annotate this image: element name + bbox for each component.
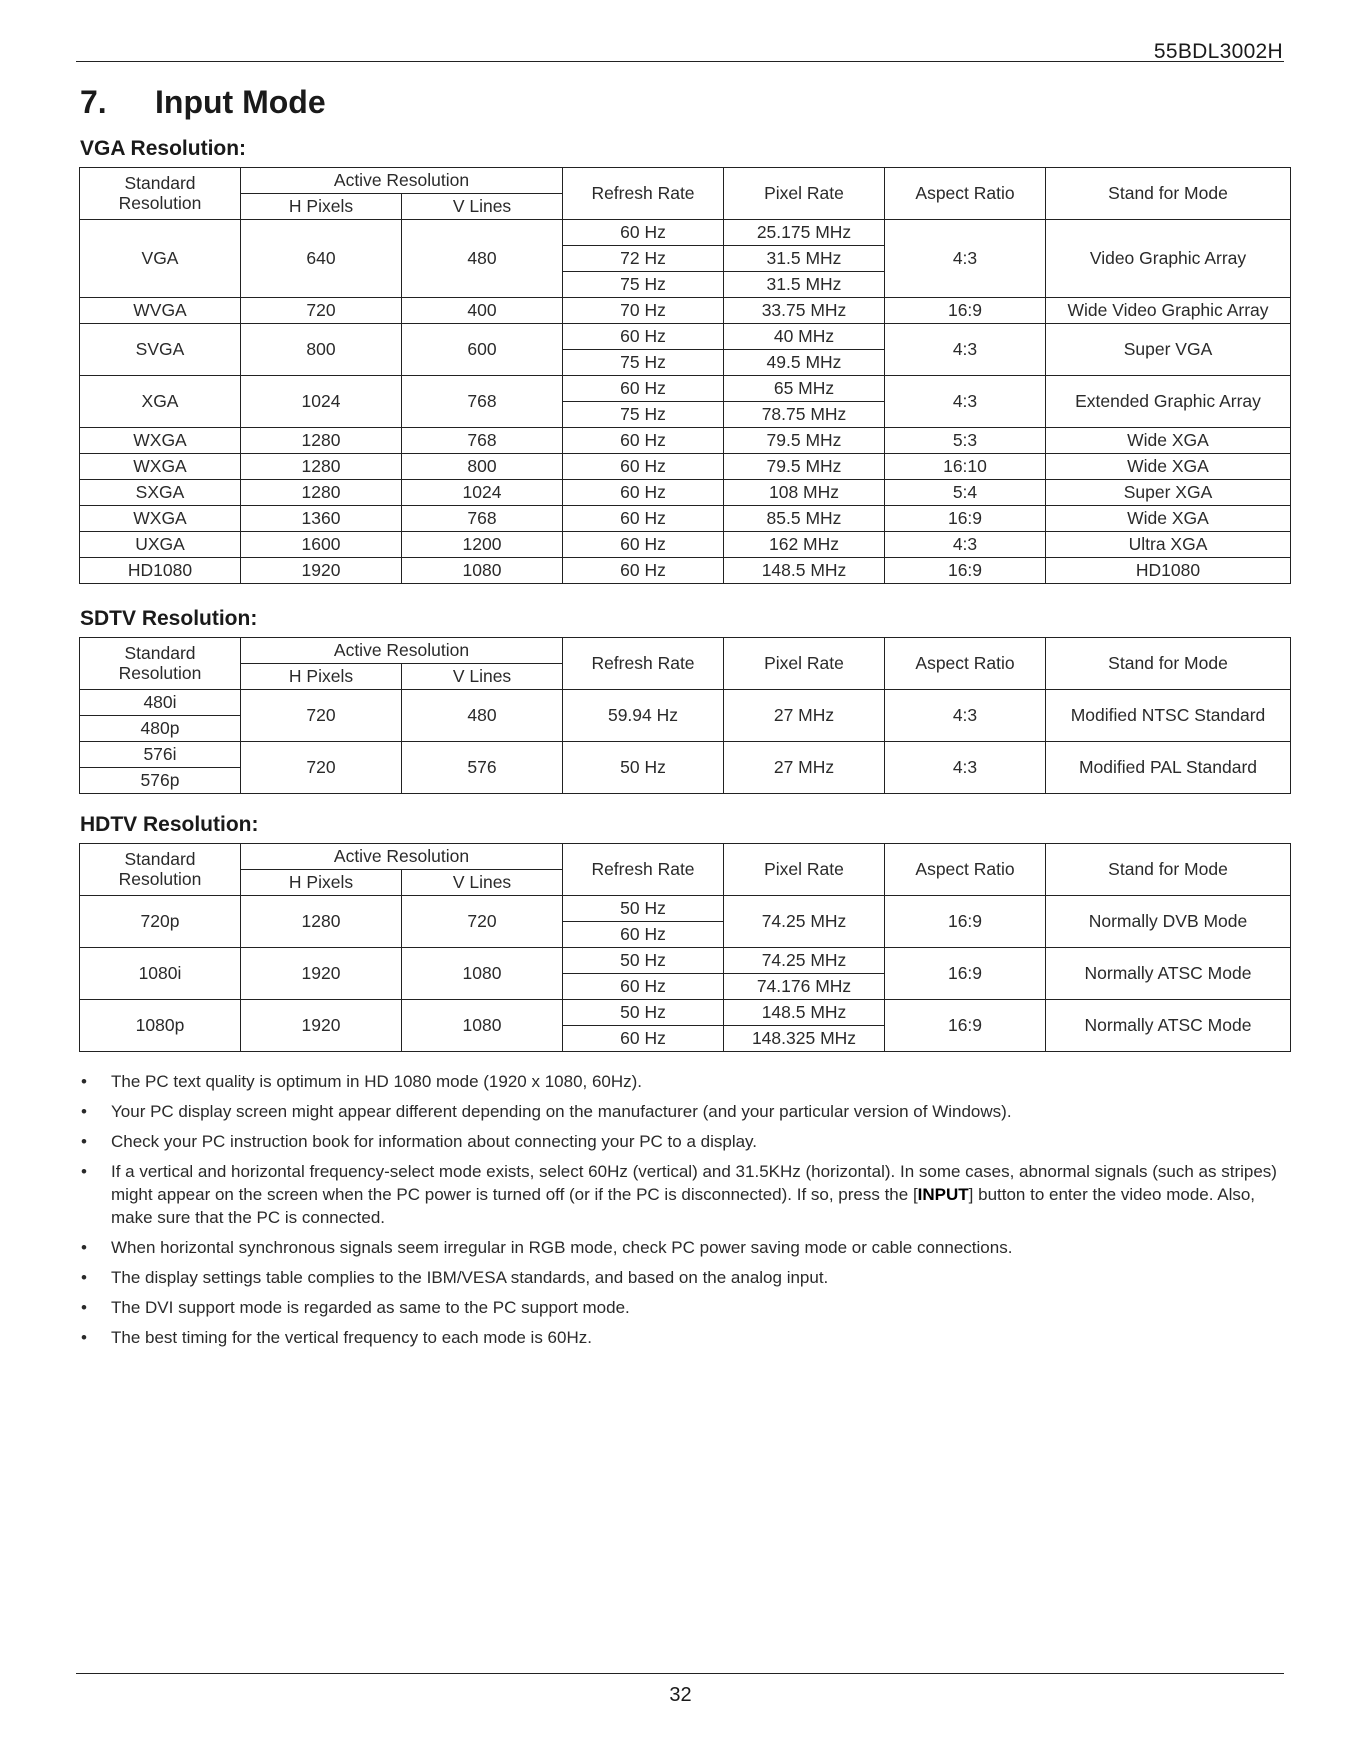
table-row xyxy=(80,558,1291,584)
cell-v-lines: 768 xyxy=(402,506,563,532)
cell-standard-resolution: XGA xyxy=(80,376,241,428)
chapter-title: Input Mode xyxy=(155,84,326,120)
cell-v-lines: 1080 xyxy=(402,1000,563,1052)
cell-h-pixels: 720 xyxy=(241,690,402,742)
vga-section-title: VGA Resolution: xyxy=(80,137,247,160)
cell-standard-resolution: 480p xyxy=(80,716,241,742)
cell-refresh-rate: 60 Hz xyxy=(563,532,724,558)
cell-refresh-rate: 60 Hz xyxy=(563,324,724,350)
table-row xyxy=(80,690,1291,716)
cell-v-lines: 768 xyxy=(402,428,563,454)
cell-aspect-ratio: 4:3 xyxy=(885,376,1046,428)
cell-stand-for-mode: Wide XGA xyxy=(1046,454,1291,480)
cell-aspect-ratio: 16:9 xyxy=(885,1000,1046,1052)
vga-table-body xyxy=(80,168,1291,584)
cell-refresh-rate: 60 Hz xyxy=(563,506,724,532)
header-refresh-rate: Refresh Rate xyxy=(563,168,724,220)
cell-pixel-rate: 148.5 MHz xyxy=(724,558,885,584)
cell-pixel-rate: 25.175 MHz xyxy=(724,220,885,246)
header-h-pixels: H Pixels xyxy=(241,664,402,690)
hdtv-section-title: HDTV Resolution: xyxy=(80,813,259,836)
header-aspect-ratio: Aspect Ratio xyxy=(885,168,1046,220)
cell-pixel-rate: 31.5 MHz xyxy=(724,272,885,298)
header-text: Resolution xyxy=(118,868,202,889)
cell-h-pixels: 1280 xyxy=(241,454,402,480)
header-rule xyxy=(76,61,1284,62)
cell-v-lines: 576 xyxy=(402,742,563,794)
table-row xyxy=(80,506,1291,532)
page-number: 32 xyxy=(669,1684,692,1706)
cell-stand-for-mode: Super VGA xyxy=(1046,324,1291,376)
cell-stand-for-mode: Normally ATSC Mode xyxy=(1046,948,1291,1000)
cell-v-lines: 1024 xyxy=(402,480,563,506)
header-text: Resolution xyxy=(118,662,202,683)
table-header-row xyxy=(80,638,1291,664)
cell-refresh-rate: 60 Hz xyxy=(563,974,724,1000)
cell-h-pixels: 720 xyxy=(241,742,402,794)
cell-pixel-rate: 108 MHz xyxy=(724,480,885,506)
hdtv-table xyxy=(79,843,1291,1052)
header-stand-for-mode: Stand for Mode xyxy=(1046,168,1291,220)
cell-refresh-rate: 70 Hz xyxy=(563,298,724,324)
cell-aspect-ratio: 16:9 xyxy=(885,896,1046,948)
header-stand-for-mode: Stand for Mode xyxy=(1046,844,1291,896)
cell-aspect-ratio: 4:3 xyxy=(885,532,1046,558)
table-row xyxy=(80,1000,1291,1026)
cell-standard-resolution: WXGA xyxy=(80,428,241,454)
note-item: • When horizontal synchronous signals seem irregular in RGB mode, check PC power saving mode or cable connections. xyxy=(79,1236,1289,1259)
table-row xyxy=(80,298,1291,324)
cell-refresh-rate: 50 Hz xyxy=(563,948,724,974)
input-key-label: INPUT xyxy=(917,1185,969,1204)
cell-v-lines: 600 xyxy=(402,324,563,376)
cell-standard-resolution: 1080i xyxy=(80,948,241,1000)
cell-v-lines: 480 xyxy=(402,220,563,298)
cell-v-lines: 1200 xyxy=(402,532,563,558)
cell-aspect-ratio: 4:3 xyxy=(885,220,1046,298)
note-item: • The display settings table complies to the IBM/VESA standards, and based on the analog input. xyxy=(79,1266,1289,1289)
cell-stand-for-mode: Super XGA xyxy=(1046,480,1291,506)
header-active-resolution: Active Resolution xyxy=(241,168,563,194)
cell-v-lines: 720 xyxy=(402,896,563,948)
cell-pixel-rate: 148.5 MHz xyxy=(724,1000,885,1026)
header-text: Standard xyxy=(124,849,196,870)
header-v-lines: V Lines xyxy=(402,664,563,690)
header-h-pixels: H Pixels xyxy=(241,870,402,896)
cell-h-pixels: 640 xyxy=(241,220,402,298)
cell-pixel-rate: 85.5 MHz xyxy=(724,506,885,532)
cell-stand-for-mode: HD1080 xyxy=(1046,558,1291,584)
cell-pixel-rate: 40 MHz xyxy=(724,324,885,350)
cell-h-pixels: 1280 xyxy=(241,896,402,948)
cell-h-pixels: 720 xyxy=(241,298,402,324)
cell-aspect-ratio: 4:3 xyxy=(885,742,1046,794)
cell-h-pixels: 1920 xyxy=(241,948,402,1000)
cell-standard-resolution: 480i xyxy=(80,690,241,716)
cell-standard-resolution: 720p xyxy=(80,896,241,948)
cell-refresh-rate: 50 Hz xyxy=(563,896,724,922)
cell-h-pixels: 1024 xyxy=(241,376,402,428)
cell-stand-for-mode: Normally DVB Mode xyxy=(1046,896,1291,948)
cell-refresh-rate: 60 Hz xyxy=(563,376,724,402)
note-item: • Check your PC instruction book for information about connecting your PC to a display. xyxy=(79,1130,1289,1153)
header-aspect-ratio: Aspect Ratio xyxy=(885,844,1046,896)
note-item: • The DVI support mode is regarded as same to the PC support mode. xyxy=(79,1296,1289,1319)
cell-v-lines: 1080 xyxy=(402,948,563,1000)
note-item xyxy=(79,1160,1289,1229)
cell-aspect-ratio: 16:9 xyxy=(885,506,1046,532)
cell-standard-resolution: VGA xyxy=(80,220,241,298)
cell-standard-resolution: UXGA xyxy=(80,532,241,558)
cell-h-pixels: 1600 xyxy=(241,532,402,558)
cell-pixel-rate: 79.5 MHz xyxy=(724,454,885,480)
note-item: • The PC text quality is optimum in HD 1080 mode (1920 x 1080, 60Hz). xyxy=(79,1070,1289,1093)
cell-pixel-rate: 79.5 MHz xyxy=(724,428,885,454)
cell-pixel-rate: 74.25 MHz xyxy=(724,948,885,974)
header-pixel-rate: Pixel Rate xyxy=(724,638,885,690)
header-standard-resolution xyxy=(80,638,241,690)
chapter-number: 7. xyxy=(80,84,107,120)
table-row xyxy=(80,324,1291,350)
cell-standard-resolution: 1080p xyxy=(80,1000,241,1052)
table-row xyxy=(80,454,1291,480)
cell-pixel-rate: 33.75 MHz xyxy=(724,298,885,324)
cell-refresh-rate: 50 Hz xyxy=(563,742,724,794)
header-standard-resolution xyxy=(80,844,241,896)
cell-aspect-ratio: 5:3 xyxy=(885,428,1046,454)
header-v-lines: V Lines xyxy=(402,870,563,896)
cell-v-lines: 400 xyxy=(402,298,563,324)
table-header-row xyxy=(80,168,1291,194)
cell-standard-resolution: HD1080 xyxy=(80,558,241,584)
header-text: Resolution xyxy=(118,192,202,213)
header-pixel-rate: Pixel Rate xyxy=(724,168,885,220)
cell-aspect-ratio: 5:4 xyxy=(885,480,1046,506)
cell-standard-resolution: WXGA xyxy=(80,454,241,480)
model-number: 55BDL3002H xyxy=(1153,40,1283,63)
vga-table xyxy=(79,167,1291,584)
cell-standard-resolution: SVGA xyxy=(80,324,241,376)
cell-h-pixels: 1360 xyxy=(241,506,402,532)
cell-v-lines: 768 xyxy=(402,376,563,428)
header-pixel-rate: Pixel Rate xyxy=(724,844,885,896)
cell-stand-for-mode: Modified PAL Standard xyxy=(1046,742,1291,794)
cell-standard-resolution: 576p xyxy=(80,768,241,794)
cell-standard-resolution: WVGA xyxy=(80,298,241,324)
sdtv-section-title: SDTV Resolution: xyxy=(80,607,258,630)
header-stand-for-mode: Stand for Mode xyxy=(1046,638,1291,690)
table-row xyxy=(80,532,1291,558)
table-row xyxy=(80,742,1291,768)
cell-standard-resolution: SXGA xyxy=(80,480,241,506)
cell-standard-resolution: 576i xyxy=(80,742,241,768)
cell-aspect-ratio: 16:9 xyxy=(885,298,1046,324)
cell-refresh-rate: 60 Hz xyxy=(563,454,724,480)
cell-v-lines: 1080 xyxy=(402,558,563,584)
header-v-lines: V Lines xyxy=(402,194,563,220)
cell-h-pixels: 1920 xyxy=(241,1000,402,1052)
cell-refresh-rate: 50 Hz xyxy=(563,1000,724,1026)
cell-refresh-rate: 60 Hz xyxy=(563,480,724,506)
cell-pixel-rate: 162 MHz xyxy=(724,532,885,558)
table-row xyxy=(80,948,1291,974)
cell-stand-for-mode: Ultra XGA xyxy=(1046,532,1291,558)
cell-pixel-rate: 27 MHz xyxy=(724,690,885,742)
cell-stand-for-mode: Wide XGA xyxy=(1046,428,1291,454)
cell-pixel-rate: 65 MHz xyxy=(724,376,885,402)
cell-pixel-rate: 49.5 MHz xyxy=(724,350,885,376)
note-text: ] button to enter the video mode. Also, make sure that the PC is connected. xyxy=(111,1185,1256,1227)
cell-refresh-rate: 75 Hz xyxy=(563,402,724,428)
table-row xyxy=(80,896,1291,922)
table-row xyxy=(80,428,1291,454)
cell-aspect-ratio: 4:3 xyxy=(885,690,1046,742)
cell-v-lines: 800 xyxy=(402,454,563,480)
cell-h-pixels: 1280 xyxy=(241,480,402,506)
header-active-resolution: Active Resolution xyxy=(241,638,563,664)
cell-stand-for-mode: Video Graphic Array xyxy=(1046,220,1291,298)
header-aspect-ratio: Aspect Ratio xyxy=(885,638,1046,690)
cell-stand-for-mode: Wide XGA xyxy=(1046,506,1291,532)
header-text: Standard xyxy=(124,173,196,194)
cell-pixel-rate: 74.25 MHz xyxy=(724,896,885,948)
cell-stand-for-mode: Normally ATSC Mode xyxy=(1046,1000,1291,1052)
header-refresh-rate: Refresh Rate xyxy=(563,638,724,690)
header-h-pixels: H Pixels xyxy=(241,194,402,220)
cell-h-pixels: 1280 xyxy=(241,428,402,454)
cell-aspect-ratio: 4:3 xyxy=(885,324,1046,376)
cell-standard-resolution: WXGA xyxy=(80,506,241,532)
cell-refresh-rate: 60 Hz xyxy=(563,1026,724,1052)
cell-pixel-rate: 78.75 MHz xyxy=(724,402,885,428)
cell-refresh-rate: 60 Hz xyxy=(563,428,724,454)
cell-refresh-rate: 60 Hz xyxy=(563,558,724,584)
cell-pixel-rate: 74.176 MHz xyxy=(724,974,885,1000)
cell-aspect-ratio: 16:9 xyxy=(885,948,1046,1000)
cell-h-pixels: 1920 xyxy=(241,558,402,584)
cell-pixel-rate: 148.325 MHz xyxy=(724,1026,885,1052)
cell-pixel-rate: 31.5 MHz xyxy=(724,246,885,272)
header-standard-resolution xyxy=(80,168,241,220)
notes-list xyxy=(79,1070,1289,1356)
cell-h-pixels: 800 xyxy=(241,324,402,376)
cell-stand-for-mode: Wide Video Graphic Array xyxy=(1046,298,1291,324)
chapter-heading xyxy=(80,84,326,121)
cell-pixel-rate: 27 MHz xyxy=(724,742,885,794)
sdtv-table xyxy=(79,637,1291,794)
header-active-resolution: Active Resolution xyxy=(241,844,563,870)
header-text: Standard xyxy=(124,643,196,664)
cell-refresh-rate: 60 Hz xyxy=(563,922,724,948)
table-row xyxy=(80,376,1291,402)
cell-aspect-ratio: 16:9 xyxy=(885,558,1046,584)
footer-rule xyxy=(76,1673,1284,1674)
cell-refresh-rate: 75 Hz xyxy=(563,350,724,376)
note-text: If a vertical and horizontal frequency-select mode exists, select 60Hz (vertical) and 31.5KHz (horizontal). In some cases, abnormal signals (such as stripes) might appear on the screen when the PC power is turned off (or if the PC is disconnected). If so, press the [ xyxy=(111,1162,1277,1204)
cell-stand-for-mode: Modified NTSC Standard xyxy=(1046,690,1291,742)
table-row xyxy=(80,480,1291,506)
hdtv-table-body xyxy=(80,844,1291,1052)
cell-refresh-rate: 59.94 Hz xyxy=(563,690,724,742)
table-row xyxy=(80,220,1291,246)
cell-v-lines: 480 xyxy=(402,690,563,742)
note-item: • The best timing for the vertical frequency to each mode is 60Hz. xyxy=(79,1326,1289,1349)
cell-stand-for-mode: Extended Graphic Array xyxy=(1046,376,1291,428)
sdtv-table-body xyxy=(80,638,1291,794)
table-header-row xyxy=(80,844,1291,870)
cell-refresh-rate: 75 Hz xyxy=(563,272,724,298)
cell-aspect-ratio: 16:10 xyxy=(885,454,1046,480)
note-item: • Your PC display screen might appear different depending on the manufacturer (and your particular version of Windows). xyxy=(79,1100,1289,1123)
header-refresh-rate: Refresh Rate xyxy=(563,844,724,896)
cell-refresh-rate: 72 Hz xyxy=(563,246,724,272)
cell-refresh-rate: 60 Hz xyxy=(563,220,724,246)
